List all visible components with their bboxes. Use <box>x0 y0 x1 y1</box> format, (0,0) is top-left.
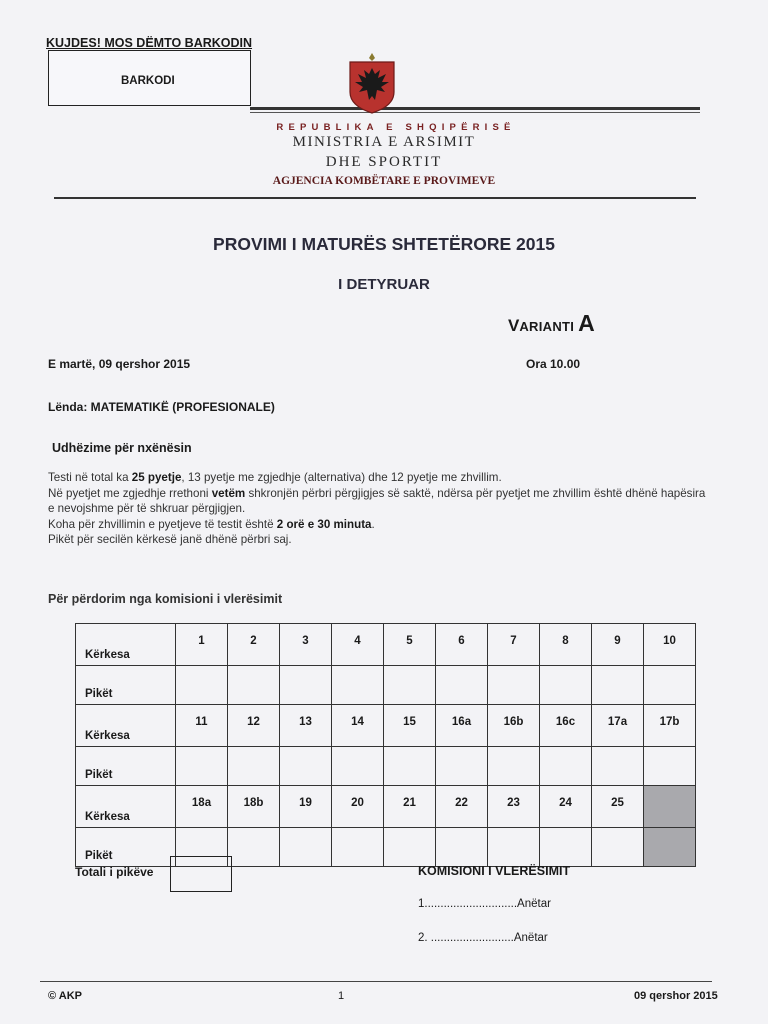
header-rule-thin <box>250 112 700 113</box>
question-number: 14 <box>332 705 384 747</box>
question-number: 17b <box>644 705 696 747</box>
question-number: 11 <box>176 705 228 747</box>
barcode-warning: KUJDES! MOS DËMTO BARKODIN <box>46 36 253 50</box>
footer-rule <box>40 981 712 982</box>
points-cell[interactable] <box>436 828 488 867</box>
points-cell[interactable] <box>384 666 436 705</box>
variant-label <box>508 310 595 337</box>
exam-date: E martë, 09 qershor 2015 <box>48 357 191 371</box>
points-cell[interactable] <box>228 828 280 867</box>
kerkesa-label: Kërkesa <box>76 786 176 828</box>
points-cell[interactable] <box>384 828 436 867</box>
question-number: 12 <box>228 705 280 747</box>
ministry-line2: DHE SPORTIT <box>325 154 443 170</box>
points-cell[interactable] <box>228 747 280 786</box>
points-cell[interactable] <box>280 747 332 786</box>
question-number: 19 <box>280 786 332 828</box>
instructions-heading: Udhëzime për nxënësin <box>52 441 192 455</box>
points-cell[interactable] <box>592 828 644 867</box>
albania-emblem-icon <box>342 50 402 116</box>
question-number: 25 <box>592 786 644 828</box>
barcode-box <box>48 50 251 106</box>
barcode-label: BARKODI <box>121 75 175 87</box>
points-cell[interactable] <box>540 666 592 705</box>
total-points-label: Totali i pikëve <box>75 865 154 879</box>
question-number: 2 <box>228 624 280 666</box>
table-row <box>76 666 696 705</box>
table-row <box>76 624 696 666</box>
points-cell[interactable] <box>280 666 332 705</box>
question-number: 17a <box>592 705 644 747</box>
instruction-line-4: Pikët për secilën kërkesë janë dhënë përbri saj. <box>48 533 292 547</box>
question-number: 4 <box>332 624 384 666</box>
table-row <box>76 786 696 828</box>
commission-use-heading: Për përdorim nga komisioni i vlerësimit <box>48 592 283 606</box>
header-rule <box>250 107 700 110</box>
score-table <box>75 623 696 867</box>
points-cell[interactable] <box>280 828 332 867</box>
points-cell[interactable] <box>384 747 436 786</box>
table-row <box>76 828 696 867</box>
question-number: 6 <box>436 624 488 666</box>
points-cell[interactable] <box>332 747 384 786</box>
question-number: 13 <box>280 705 332 747</box>
kerkesa-label: Kërkesa <box>76 624 176 666</box>
points-cell[interactable] <box>436 666 488 705</box>
piket-label: Pikët <box>76 747 176 786</box>
question-number: 22 <box>436 786 488 828</box>
exam-subtitle: I DETYRUAR <box>338 276 430 293</box>
ministry-line1: MINISTRIA E ARSIMIT <box>292 134 476 150</box>
question-number: 23 <box>488 786 540 828</box>
question-number: 21 <box>384 786 436 828</box>
exam-time: Ora 10.00 <box>526 357 581 371</box>
points-cell[interactable] <box>540 828 592 867</box>
footer-copyright: © AKP <box>48 990 82 1002</box>
question-number: 16a <box>436 705 488 747</box>
question-number: 3 <box>280 624 332 666</box>
question-number: 8 <box>540 624 592 666</box>
footer-date: 09 qershor 2015 <box>634 990 718 1002</box>
shaded-cell <box>644 786 696 828</box>
instructions-text <box>48 470 708 548</box>
points-cell[interactable] <box>488 828 540 867</box>
points-cell[interactable] <box>488 747 540 786</box>
total-points-box[interactable] <box>170 856 232 892</box>
exam-subject: Lënda: MATEMATIKË (PROFESIONALE) <box>48 400 275 414</box>
committee-member-2: 2. ..........................Anëtar <box>418 932 548 944</box>
question-number: 10 <box>644 624 696 666</box>
question-number: 15 <box>384 705 436 747</box>
table-row <box>76 705 696 747</box>
points-cell[interactable] <box>644 666 696 705</box>
points-cell[interactable] <box>592 747 644 786</box>
shaded-cell <box>644 828 696 867</box>
points-cell[interactable] <box>592 666 644 705</box>
question-number: 1 <box>176 624 228 666</box>
exam-title: PROVIMI I MATURËS SHTETËRORE 2015 <box>213 234 555 254</box>
question-number: 9 <box>592 624 644 666</box>
points-cell[interactable] <box>228 666 280 705</box>
instruction-line-1: Testi në total ka 25 pyetje, 13 pyetje me zgjedhje (alternativa) dhe 12 pyetje me zhvillim. <box>48 471 502 484</box>
agency-name: AGJENCIA KOMBËTARE E PROVIMEVE <box>272 175 496 187</box>
points-cell[interactable] <box>436 747 488 786</box>
committee-heading: KOMISIONI I VLERËSIMIT <box>418 864 571 878</box>
question-number: 16b <box>488 705 540 747</box>
question-number: 18a <box>176 786 228 828</box>
points-cell[interactable] <box>488 666 540 705</box>
question-number: 5 <box>384 624 436 666</box>
points-cell[interactable] <box>332 666 384 705</box>
piket-label: Pikët <box>76 666 176 705</box>
question-number: 7 <box>488 624 540 666</box>
committee-member-1: 1.............................Anëtar <box>418 898 551 910</box>
points-cell[interactable] <box>176 747 228 786</box>
piket-label: Pikët <box>76 828 176 867</box>
question-number: 24 <box>540 786 592 828</box>
question-number: 20 <box>332 786 384 828</box>
points-cell[interactable] <box>644 747 696 786</box>
variant-word: ARIANTI <box>519 319 575 334</box>
instruction-line-3: Koha për zhvillimin e pyetjeve të testit është 2 orë e 30 minuta. <box>48 517 375 531</box>
variant-initial: V <box>508 316 520 335</box>
variant-letter: A <box>578 310 595 336</box>
question-number: 18b <box>228 786 280 828</box>
points-cell[interactable] <box>332 828 384 867</box>
table-row <box>76 747 696 786</box>
instruction-line-2: Në pyetjet me zgjedhje rrethoni vetëm shkronjën përbri përgjigjes së saktë, ndërsa për pyetjet me zhvillim është dhënë hapësira e nevojshme për të shkruar përgjigjen. <box>48 486 706 516</box>
question-number: 16c <box>540 705 592 747</box>
points-cell[interactable] <box>176 666 228 705</box>
republic-line: REPUBLIKA E SHQIPËRISË <box>276 122 516 133</box>
points-cell[interactable] <box>540 747 592 786</box>
kerkesa-label: Kërkesa <box>76 705 176 747</box>
page-number: 1 <box>338 990 345 1002</box>
header-divider <box>54 197 696 199</box>
